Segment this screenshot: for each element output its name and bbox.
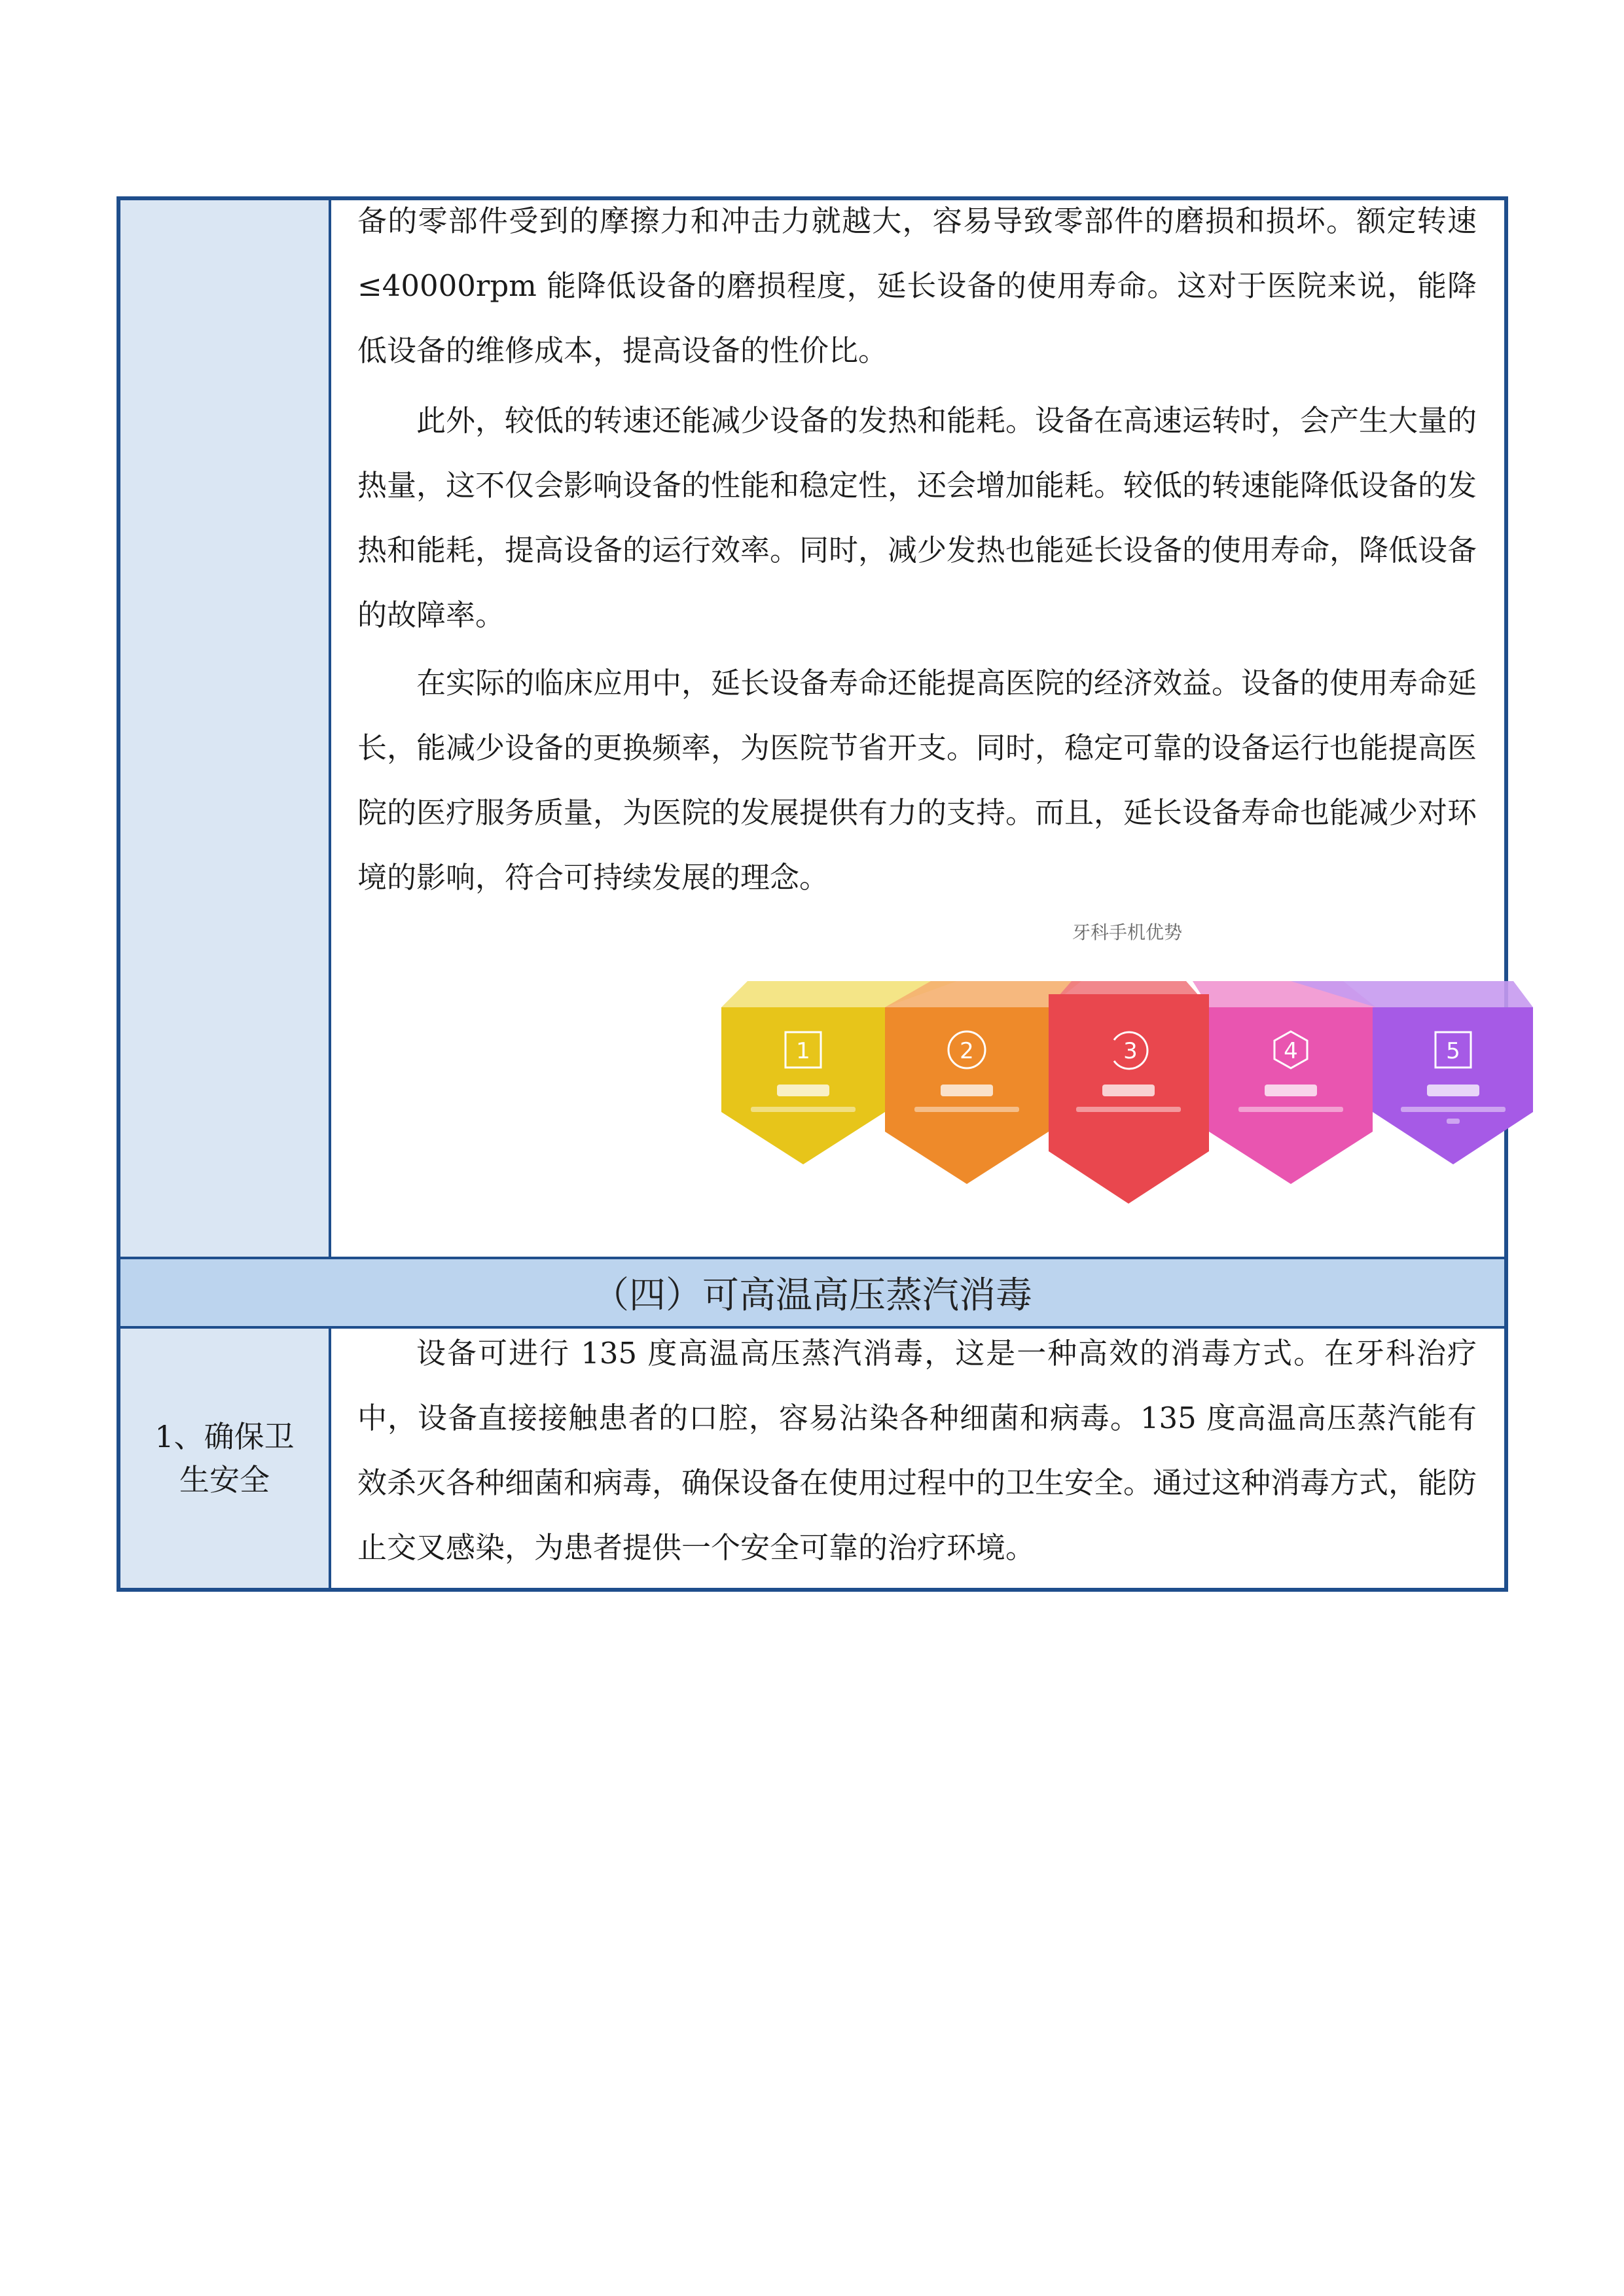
row3-label: 1、确保卫生安全 <box>120 1329 331 1588</box>
row1-content-cell <box>331 200 1504 1257</box>
paragraph-2: 此外，较低的转速还能减少设备的发热和能耗。设备在高速运转时，会产生大量的热量，这不仅会影响设备的性能和稳定性，还会增加能耗。较低的转速能降低设备的发热和能耗，提高设备的运行效率。同时，减少发热也能延长设备的使用寿命，降低设备的故障率。 <box>357 403 1477 632</box>
advantage-number-4: 4 <box>1284 1038 1298 1064</box>
paragraph-1: 备的零部件受到的摩擦力和冲击力就越大，容易导致零部件的磨损和损坏。额定转速≤40000rpm 能降低设备的磨损程度，延长设备的使用寿命。这对于医院来说，能降低设备的维修成本，提高设备的性价比。 <box>357 204 1477 368</box>
paragraph-4: 设备可进行 135 度高温高压蒸汽消毒，这是一种高效的消毒方式。在牙科治疗中，设备直接接触患者的口腔，容易沾染各种细菌和病毒。135 度高温高压蒸汽能有效杀灭各种细菌和病毒，确保设备在使用过程中的卫生安全。通过这种消毒方式，能防止交叉感染，为患者提供一个安全可靠的治疗环境。 <box>357 1336 1477 1565</box>
row1-label-cell <box>120 200 331 1257</box>
document-table <box>117 196 1508 1592</box>
advantage-number-2: 2 <box>960 1038 974 1064</box>
advantage-number-1: 1 <box>796 1038 810 1064</box>
paragraph-3: 在实际的临床应用中，延长设备寿命还能提高医院的经济效益。设备的使用寿命延长，能减少设备的更换频率，为医院节省开支。同时，稳定可靠的设备运行也能提高医院的医疗服务质量，为医院的发展提供有力的支持。而且，延长设备寿命也能减少对环境的影响，符合可持续发展的理念。 <box>357 666 1477 895</box>
advantage-number-5: 5 <box>1446 1038 1460 1064</box>
advantages-infographic <box>715 916 1540 1282</box>
advantage-number-3: 3 <box>1123 1038 1138 1064</box>
infographic-title: 牙科手机优势 <box>1072 922 1183 943</box>
advantage-block-3 <box>1049 994 1209 1204</box>
section-title: （四）可高温高压蒸汽消毒 <box>120 1257 1504 1329</box>
row3-content-cell <box>331 1329 1504 1588</box>
